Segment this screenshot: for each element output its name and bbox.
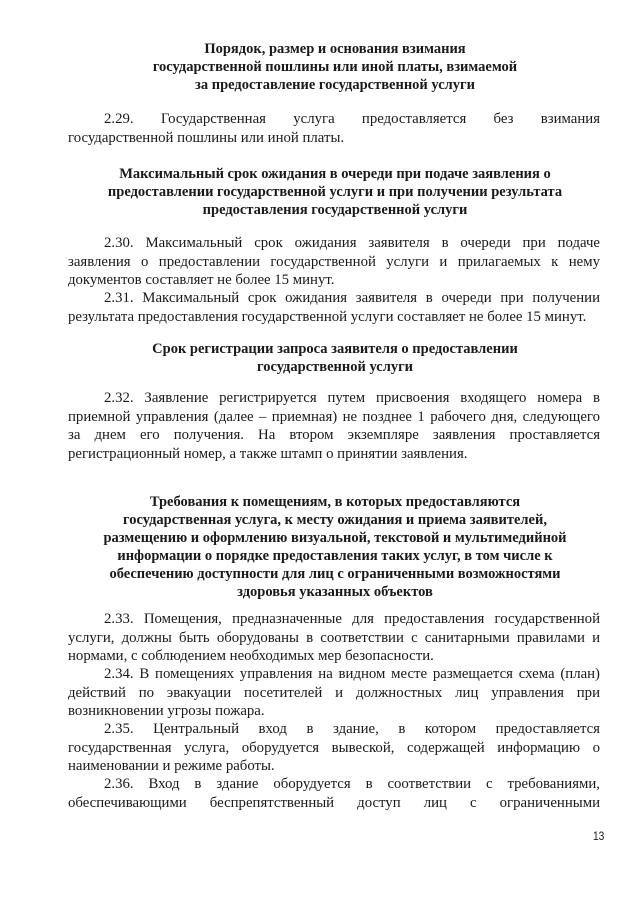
heading-line: государственной услуги <box>256 359 414 375</box>
paragraph-line: 2.30. Максимальный срок ожидания заявителя в очереди при подаче <box>104 235 600 251</box>
paragraph-2-30 <box>68 234 600 290</box>
paragraph-line: результата предоставления государственной услуги составляет не более 15 минут. <box>68 308 587 325</box>
page-number: 13 <box>592 829 604 843</box>
heading-line: Порядок, размер и основания взимания <box>204 41 466 57</box>
section-heading-premises <box>70 493 600 601</box>
heading-line: государственной пошлины или иной платы, взимаемой <box>152 59 518 75</box>
paragraph-2-32 <box>68 389 600 463</box>
paragraph-line: государственная услуга, оборудуется вывеской, содержащей информацию о <box>68 739 600 756</box>
paragraph-line: нормами, с соблюдением необходимых мер безопасности. <box>68 648 434 664</box>
paragraph-2-31 <box>68 289 600 326</box>
paragraph-2-34 <box>68 665 600 721</box>
paragraph-line: приемной управления (далее – приемная) не позднее 1 рабочего дня, следующего <box>68 408 600 425</box>
paragraph-line: 2.35. Центральный вход в здание, в котором предоставляется <box>104 721 600 737</box>
heading-line: информации о порядке предоставления таких услуг, в том числе к <box>117 548 553 564</box>
paragraph-line: наименовании и режиме работы. <box>68 758 275 774</box>
heading-line: обеспечению доступности для лиц с ограниченными возможностями <box>109 566 561 582</box>
paragraph-line: 2.33. Помещения, предназначенные для предоставления государственной <box>104 611 600 627</box>
heading-line: Максимальный срок ожидания в очереди при подаче заявления о <box>119 166 551 182</box>
paragraph-2-36 <box>68 775 600 812</box>
paragraph-line: 2.36. Вход в здание оборудуется в соответствии с требованиями, <box>104 776 600 792</box>
paragraph-line: за днем его получения. На втором экземпляре заявления проставляется <box>68 427 600 443</box>
section-heading-registration <box>70 340 600 376</box>
paragraph-line: услуги, должны быть оборудованы в соответствии с санитарными правилами и <box>68 629 600 646</box>
section-heading-queue-time <box>70 165 600 219</box>
paragraph-line: 2.31. Максимальный срок ожидания заявителя в очереди при получении <box>104 290 600 306</box>
paragraph-line: государственной пошлины или иной платы. <box>68 129 345 146</box>
paragraph-line: действий по эвакуации посетителей и должностных лиц управления при <box>68 684 600 701</box>
section-heading-fee <box>70 40 600 94</box>
paragraph-line: документов составляет не более 15 минут. <box>68 272 335 288</box>
paragraph-line: 2.29. Государственная услуга предоставляется без взимания <box>104 111 600 127</box>
heading-line: Срок регистрации запроса заявителя о предоставлении <box>152 341 518 357</box>
paragraph-line: заявления о предоставлении государственной услуги и прилагаемых к нему <box>68 253 600 270</box>
heading-line: размещению и оформлению визуальной, текстовой и мультимедийной <box>103 530 567 546</box>
heading-line: Требования к помещениям, в которых предоставляются <box>149 494 521 510</box>
heading-line: предоставлении государственной услуги и при получении результата <box>107 184 563 200</box>
paragraph-line: возникновении угрозы пожара. <box>68 703 265 719</box>
paragraph-line: 2.32. Заявление регистрируется путем присвоения входящего номера в <box>104 390 600 406</box>
paragraph-2-35 <box>68 720 600 776</box>
heading-line: предоставления государственной услуги <box>202 202 468 218</box>
paragraph-line: обеспечивающими беспрепятственный доступ лиц с ограниченными <box>68 794 600 811</box>
heading-line: здоровья указанных объектов <box>237 584 433 600</box>
paragraph-line: регистрационный номер, а также штамп о принятии заявления. <box>68 445 468 462</box>
heading-line: за предоставление государственной услуги <box>195 77 475 93</box>
paragraph-line: 2.34. В помещениях управления на видном месте размещается схема (план) <box>104 666 600 682</box>
paragraph-2-29 <box>68 110 600 147</box>
heading-line: государственная услуга, к месту ожидания и приема заявителей, <box>123 512 547 528</box>
paragraph-2-33 <box>68 610 600 666</box>
